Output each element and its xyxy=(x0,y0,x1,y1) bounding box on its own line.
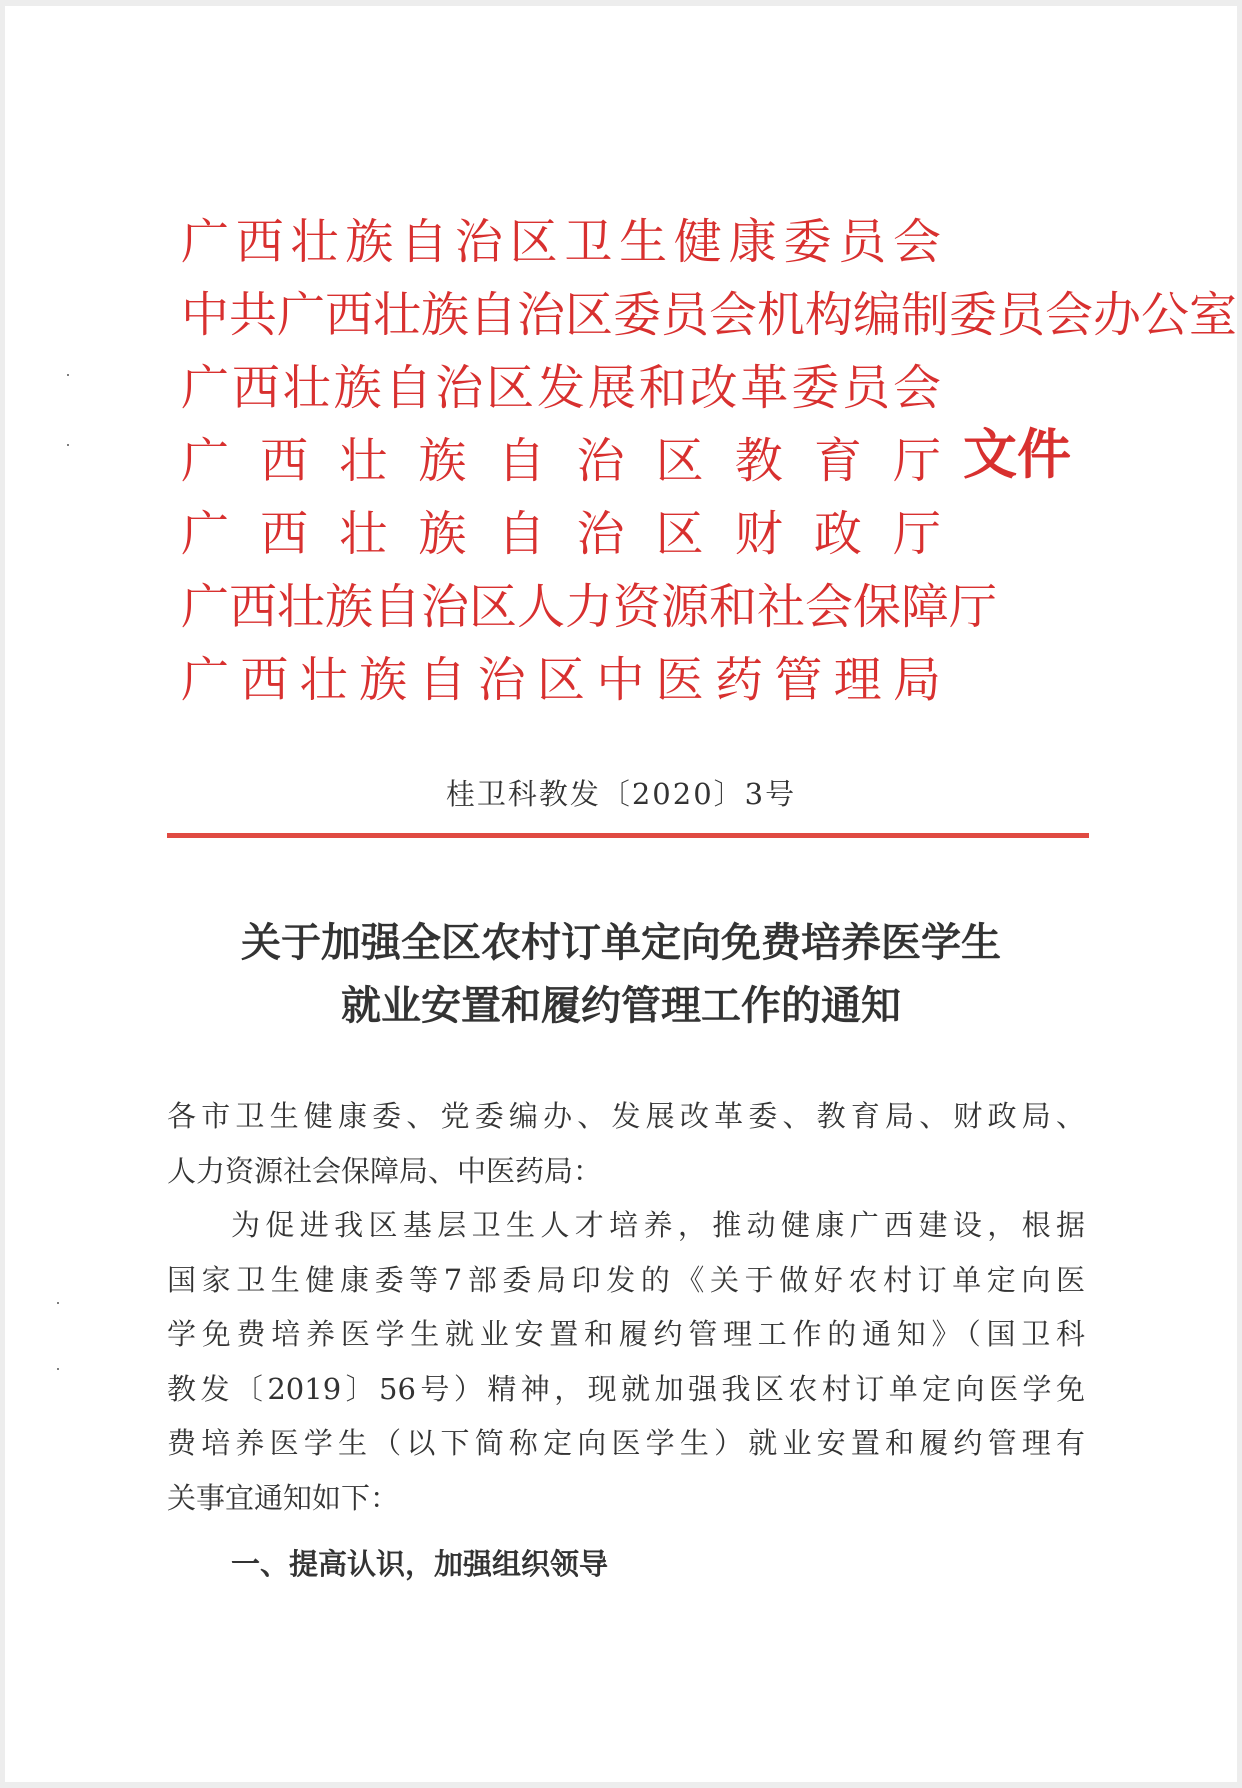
document-page xyxy=(5,6,1237,1782)
paragraph-line-2: 国家卫生健康委等7部委局印发的《关于做好农村订单定向医 xyxy=(167,1262,1085,1297)
issuer-development-commission: 广西壮族自治区发展和改革委员会 xyxy=(181,360,941,416)
addressee-line-1: 各市卫生健康委、党委编办、发展改革委、教育局、财政局、 xyxy=(167,1099,1085,1133)
paragraph-line-3: 学免费培养医学生就业安置和履约管理工作的通知》（国卫科 xyxy=(167,1317,1085,1351)
scan-speck xyxy=(67,444,69,446)
scan-speck xyxy=(57,1368,59,1370)
scan-speck xyxy=(67,374,69,376)
title-line-1: 关于加强全区农村订单定向免费培养医学生 xyxy=(241,919,1001,966)
scan-speck xyxy=(57,1302,59,1304)
paragraph-line-5: 费培养医学生（以下简称定向医学生）就业安置和履约管理有 xyxy=(167,1426,1085,1460)
title-line-2: 就业安置和履约管理工作的通知 xyxy=(341,982,901,1029)
issuer-health-commission: 广西壮族自治区卫生健康委员会 xyxy=(181,214,941,270)
section-heading: 一、提高认识，加强组织领导 xyxy=(231,1547,609,1581)
paragraph-line-1: 为促进我区基层卫生人才培养，推动健康广西建设，根据 xyxy=(231,1208,1085,1242)
paragraph-line-6: 关事宜通知如下： xyxy=(167,1480,400,1515)
addressee-line-2: 人力资源社会保障局、中医药局： xyxy=(167,1153,603,1188)
issuer-education-department: 广西壮族自治区教育厅 xyxy=(181,433,941,489)
document-title xyxy=(5,911,1237,1037)
issuer-tcm-bureau: 广西壮族自治区中医药管理局 xyxy=(181,652,941,708)
issuer-hr-social-security-department: 广西壮族自治区人力资源和社会保障厅 xyxy=(181,579,998,635)
paragraph-line-4: 教发〔2019〕56号）精神，现就加强我区农村订单定向医学免 xyxy=(167,1371,1085,1406)
file-label: 文件 xyxy=(963,423,1071,486)
issuer-organization-office: 中共广西壮族自治区委员会机构编制委员会办公室 xyxy=(181,287,1238,343)
red-header-rule xyxy=(167,833,1089,838)
document-number: 桂卫科教发〔2020〕3号 xyxy=(445,777,797,811)
issuer-finance-department: 广西壮族自治区财政厅 xyxy=(181,506,941,562)
document-body xyxy=(167,1089,1085,1525)
